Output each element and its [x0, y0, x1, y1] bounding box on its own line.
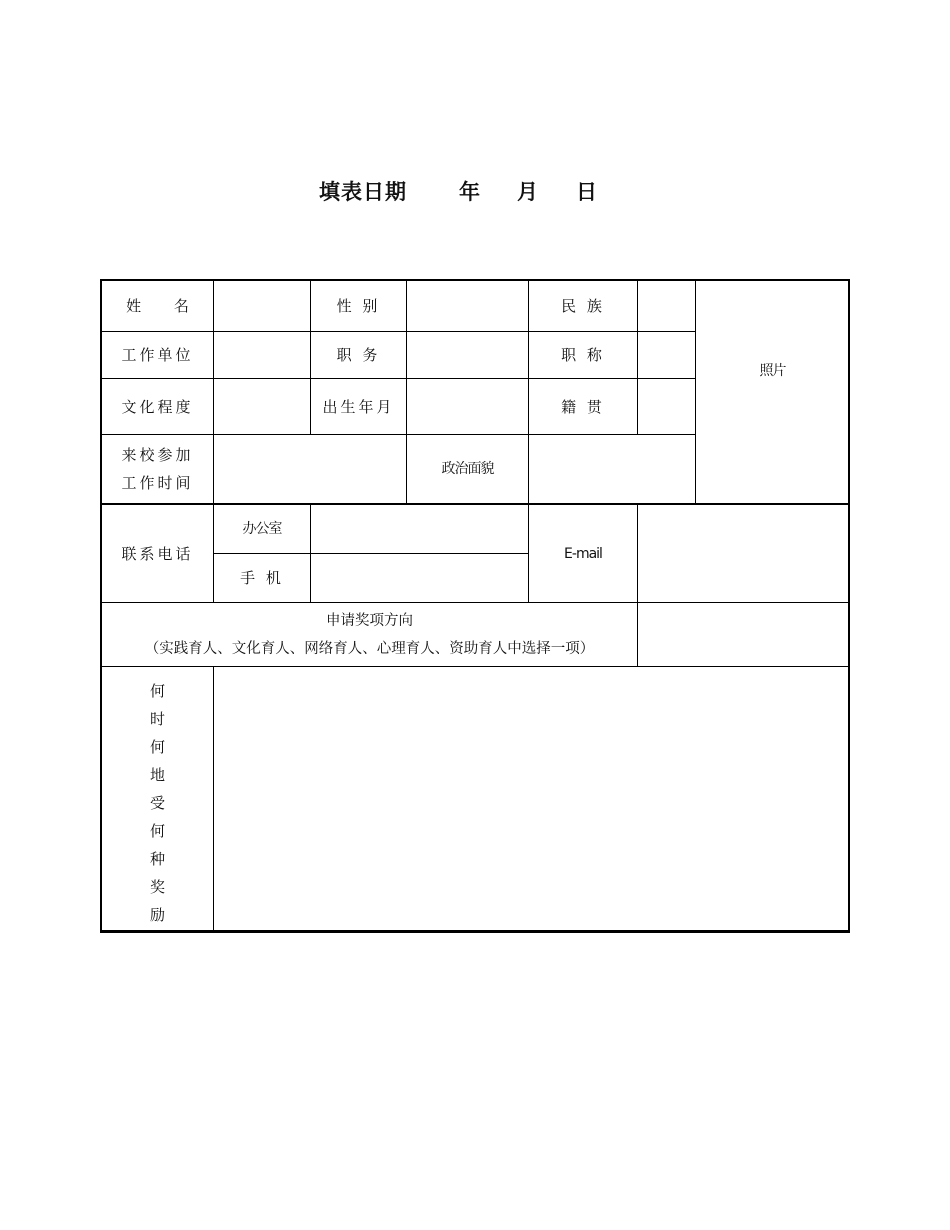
political-field[interactable] — [529, 435, 695, 503]
fill-date-label: 填表日期 — [319, 180, 407, 204]
email-field[interactable] — [638, 505, 849, 602]
work-unit-label: 工作单位 — [121, 346, 194, 364]
birth-field[interactable] — [407, 379, 528, 434]
education-label: 文化程度 — [121, 397, 194, 416]
email-label: E-mail — [564, 545, 602, 562]
phone-label: 联系电话 — [121, 544, 194, 563]
award-history-char: 种 — [149, 850, 165, 868]
ethnicity-label: 民 族 — [561, 297, 605, 315]
title-field[interactable] — [638, 332, 695, 378]
month-label: 月 — [517, 180, 539, 204]
award-direction-title: 申请奖项方向 — [326, 612, 413, 629]
join-time-field[interactable] — [214, 435, 406, 503]
award-history-label — [102, 667, 213, 933]
birth-label: 出生年月 — [322, 397, 395, 416]
photo-area[interactable]: 照片 — [759, 362, 786, 379]
position-field[interactable] — [407, 332, 528, 378]
award-history-char: 受 — [149, 794, 165, 812]
office-phone-field[interactable] — [311, 505, 528, 553]
office-phone-label: 办公室 — [242, 521, 282, 537]
award-direction-label — [102, 603, 637, 666]
award-history-char: 奖 — [149, 878, 165, 896]
join-time-label-line1: 来校参加 — [121, 446, 194, 464]
ethnicity-field[interactable] — [638, 281, 695, 331]
award-history-char: 何 — [149, 738, 165, 756]
award-history-char: 励 — [149, 906, 165, 924]
education-field[interactable] — [214, 379, 310, 434]
join-time-label-line2: 工作时间 — [121, 474, 194, 492]
award-direction-hint: （实践育人、文化育人、网络育人、心理育人、资助育人中选择一项） — [144, 640, 595, 657]
award-history-field[interactable] — [214, 667, 849, 933]
title-label: 职 称 — [561, 346, 605, 364]
name-label: 姓 名 — [126, 297, 203, 315]
position-label: 职 务 — [336, 346, 381, 364]
form-header — [0, 176, 950, 216]
day-label: 日 — [576, 180, 598, 204]
award-history-char: 地 — [149, 766, 165, 784]
application-form-table — [100, 279, 850, 933]
join-time-label — [102, 435, 213, 503]
award-history-char: 何 — [149, 682, 165, 700]
political-label: 政治面貌 — [441, 461, 494, 477]
award-direction-field[interactable] — [638, 603, 849, 666]
mobile-label: 手 机 — [240, 569, 284, 587]
gender-field[interactable] — [407, 281, 528, 331]
award-history-char: 时 — [149, 710, 165, 728]
year-label: 年 — [459, 180, 481, 204]
gender-label: 性 别 — [336, 297, 381, 315]
native-place-field[interactable] — [638, 379, 695, 434]
mobile-field[interactable] — [311, 554, 528, 602]
native-place-label: 籍 贯 — [561, 397, 605, 416]
award-history-char: 何 — [149, 822, 165, 840]
name-field[interactable] — [214, 281, 310, 331]
work-unit-field[interactable] — [214, 332, 310, 378]
